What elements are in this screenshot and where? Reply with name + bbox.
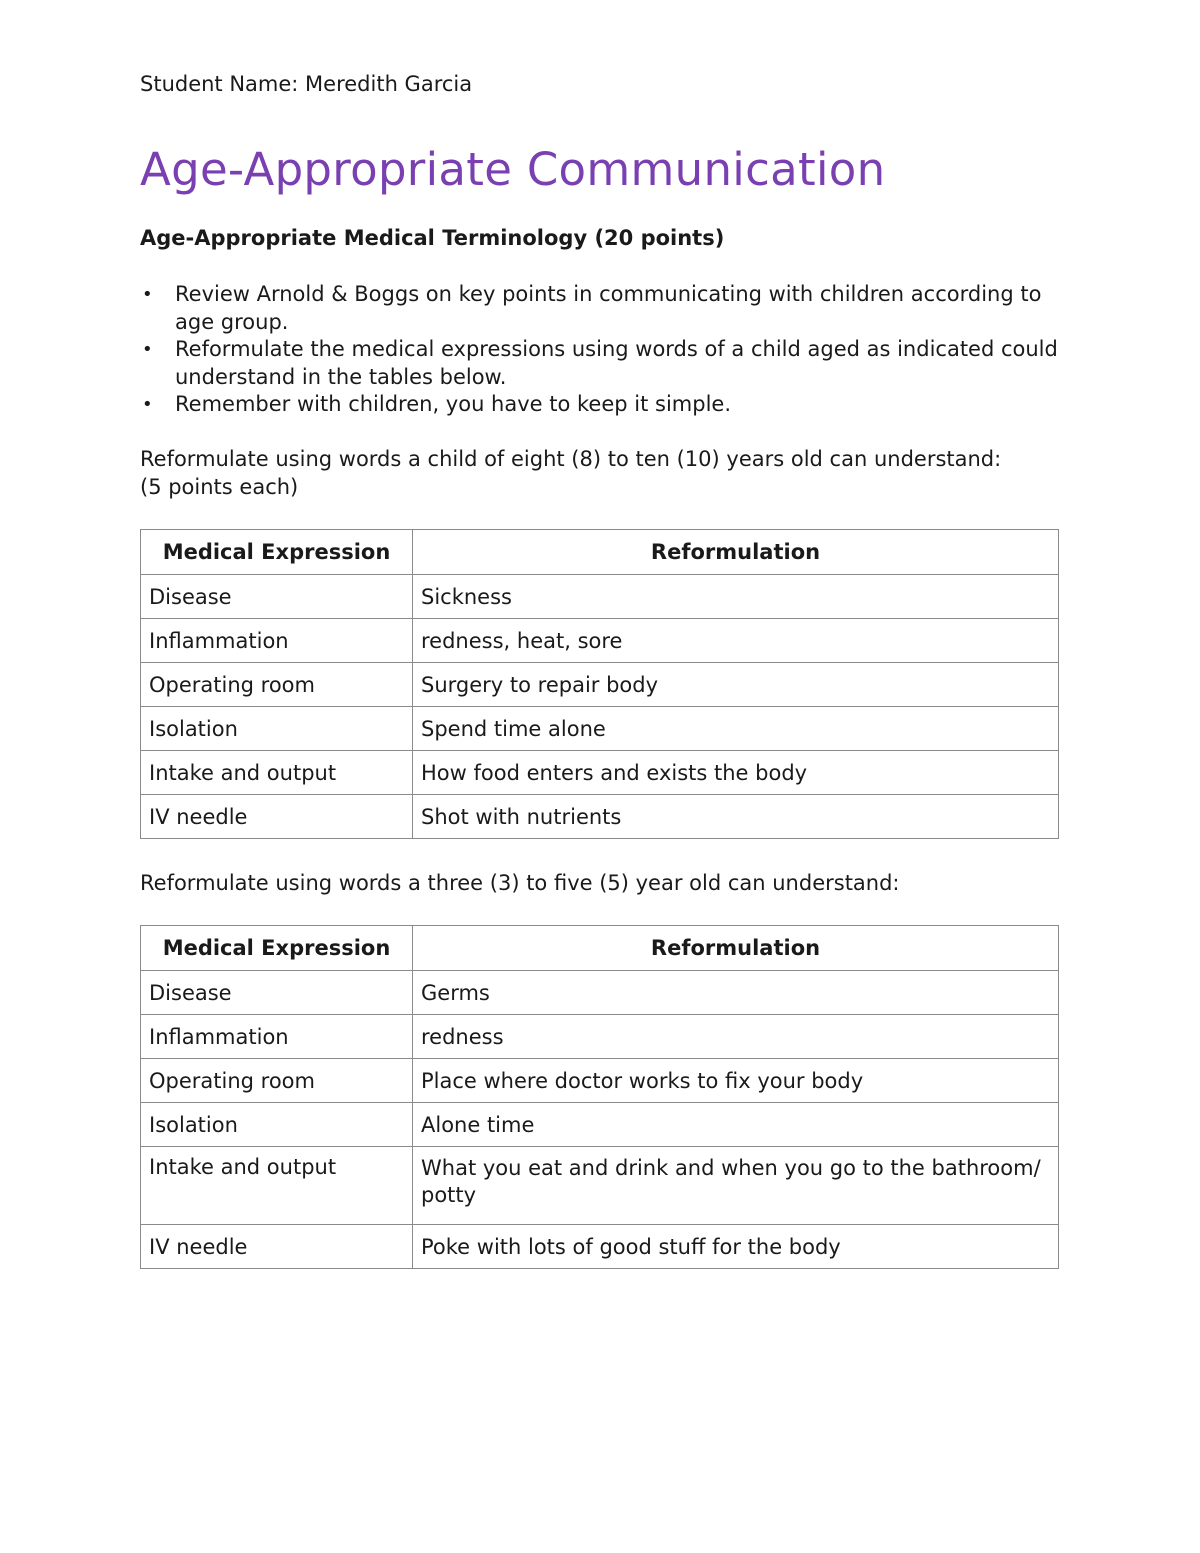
medical-expression-cell: Operating room bbox=[141, 1059, 413, 1103]
bullet-item bbox=[140, 391, 1060, 419]
bullet-icon: • bbox=[142, 339, 153, 360]
medical-expression-cell: Intake and output bbox=[141, 751, 413, 795]
document-title: Age-Appropriate Communication bbox=[140, 143, 886, 196]
instruction-age-8-10 bbox=[140, 446, 1060, 501]
section-heading: Age-Appropriate Medical Terminology (20 points) bbox=[140, 226, 725, 250]
table-row bbox=[141, 1059, 1059, 1103]
bullet-icon: • bbox=[142, 284, 153, 305]
bullet-text: Reformulate the medical expressions using words of a child aged as indicated could understand in the tables below. bbox=[175, 337, 1058, 389]
reformulation-cell: Poke with lots of good stuff for the body bbox=[413, 1225, 1059, 1269]
table-header-row bbox=[141, 926, 1059, 971]
medical-expression-cell: IV needle bbox=[141, 1225, 413, 1269]
bullet-item bbox=[140, 336, 1060, 391]
bullet-item bbox=[140, 281, 1060, 336]
reformulation-cell: Spend time alone bbox=[413, 707, 1059, 751]
medical-expression-cell: Isolation bbox=[141, 707, 413, 751]
table-header-row bbox=[141, 530, 1059, 575]
table-row bbox=[141, 1147, 1059, 1225]
reformulation-cell: Surgery to repair body bbox=[413, 663, 1059, 707]
column-header-medical-expression: Medical Expression bbox=[141, 530, 413, 575]
bullet-text: Review Arnold & Boggs on key points in communicating with children according to age group. bbox=[175, 282, 1042, 334]
medical-expression-cell: Inflammation bbox=[141, 1015, 413, 1059]
reformulation-cell: redness bbox=[413, 1015, 1059, 1059]
table-row bbox=[141, 1015, 1059, 1059]
table-row bbox=[141, 707, 1059, 751]
table-row bbox=[141, 575, 1059, 619]
table-row bbox=[141, 751, 1059, 795]
reformulation-cell: Shot with nutrients bbox=[413, 795, 1059, 839]
student-name-line: Student Name: Meredith Garcia bbox=[140, 72, 473, 96]
medical-expression-cell: Inflammation bbox=[141, 619, 413, 663]
medical-expression-cell: IV needle bbox=[141, 795, 413, 839]
medical-expression-cell: Isolation bbox=[141, 1103, 413, 1147]
instruction-age-3-5: Reformulate using words a three (3) to five (5) year old can understand: bbox=[140, 871, 900, 895]
column-header-reformulation: Reformulation bbox=[413, 926, 1059, 971]
points-note: (5 points each) bbox=[140, 474, 299, 499]
reformulation-cell: How food enters and exists the body bbox=[413, 751, 1059, 795]
reformulation-cell: Sickness bbox=[413, 575, 1059, 619]
terminology-table-age-3-5 bbox=[140, 925, 1059, 1269]
medical-expression-cell: Intake and output bbox=[141, 1147, 413, 1225]
medical-expression-cell: Disease bbox=[141, 575, 413, 619]
medical-expression-cell: Disease bbox=[141, 971, 413, 1015]
terminology-table-age-8-10 bbox=[140, 529, 1059, 839]
column-header-reformulation: Reformulation bbox=[413, 530, 1059, 575]
table-row bbox=[141, 1103, 1059, 1147]
table-row bbox=[141, 663, 1059, 707]
table-row bbox=[141, 971, 1059, 1015]
table-row bbox=[141, 619, 1059, 663]
reformulation-cell: Alone time bbox=[413, 1103, 1059, 1147]
reformulation-cell: redness, heat, sore bbox=[413, 619, 1059, 663]
instruction-bullet-list bbox=[140, 281, 1060, 419]
bullet-icon: • bbox=[142, 394, 153, 415]
table-row bbox=[141, 1225, 1059, 1269]
reformulation-cell: What you eat and drink and when you go to the bathroom/ potty bbox=[413, 1147, 1059, 1225]
instruction-text: Reformulate using words a child of eight (8) to ten (10) years old can understand: bbox=[140, 447, 1002, 471]
table-row bbox=[141, 795, 1059, 839]
column-header-medical-expression: Medical Expression bbox=[141, 926, 413, 971]
bullet-text: Remember with children, you have to keep it simple. bbox=[175, 392, 732, 416]
reformulation-cell: Place where doctor works to fix your body bbox=[413, 1059, 1059, 1103]
reformulation-cell: Germs bbox=[413, 971, 1059, 1015]
medical-expression-cell: Operating room bbox=[141, 663, 413, 707]
